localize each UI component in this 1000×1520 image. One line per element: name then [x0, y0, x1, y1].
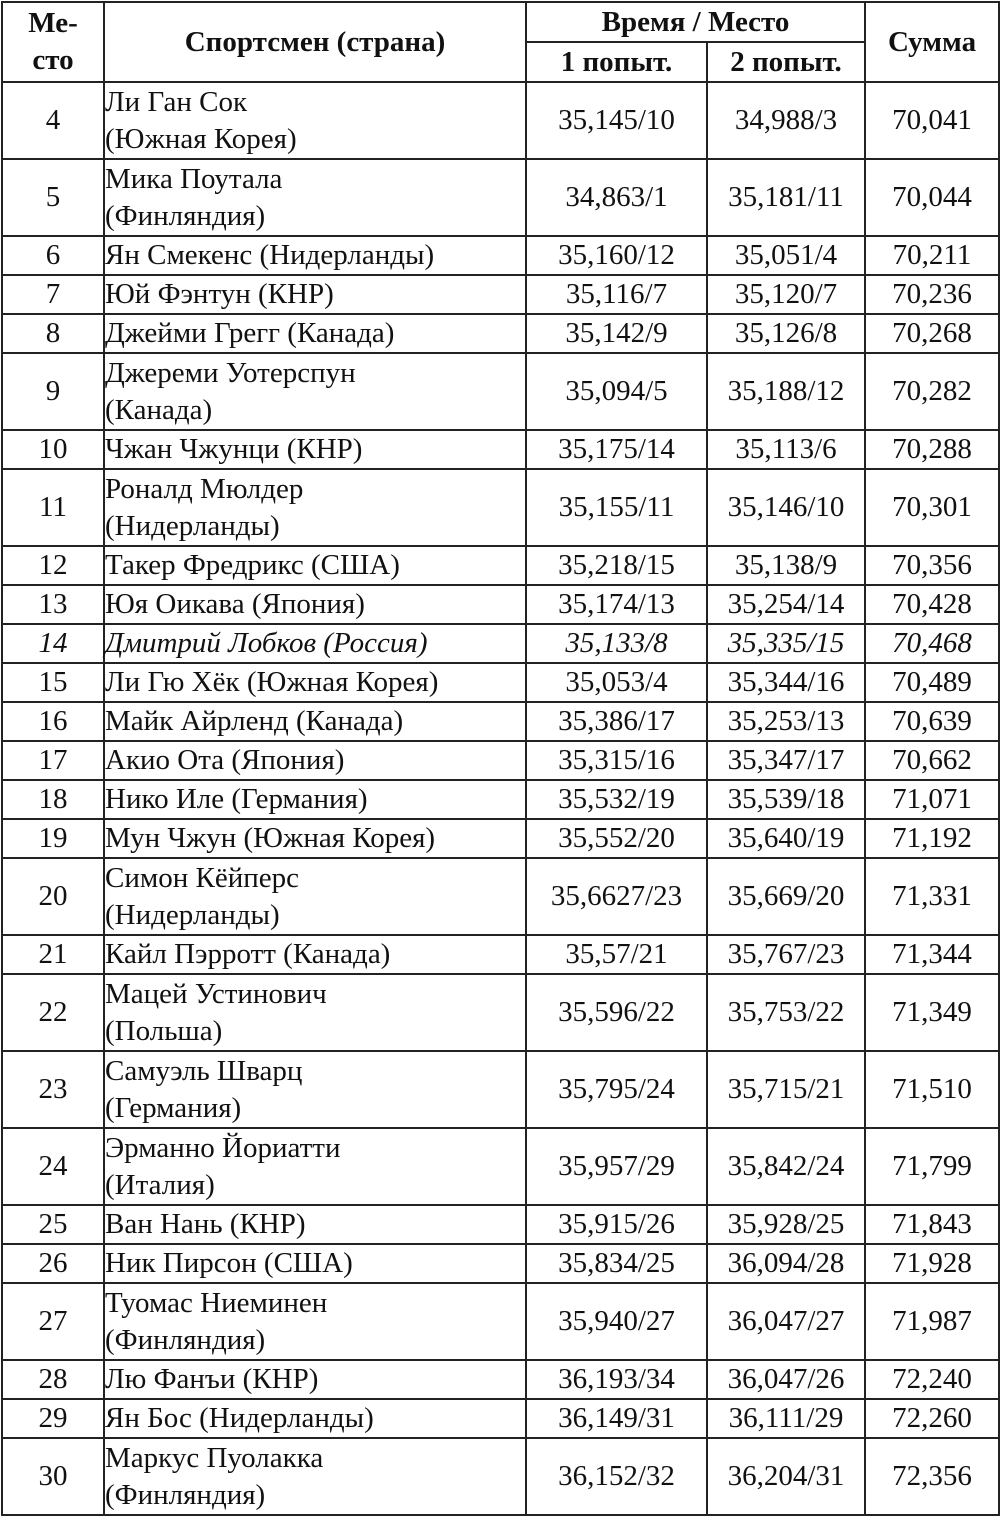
table-row — [2, 858, 999, 935]
cell-sum: 70,211 — [865, 236, 999, 275]
athlete-name-line: Ли Гю Хёк (Южная Корея) — [105, 666, 439, 698]
athlete-name-line: Юя Оикава (Япония) — [105, 588, 365, 620]
athlete-name-line: (Канада) — [105, 393, 213, 426]
cell-athlete — [104, 314, 526, 353]
table-row — [2, 1438, 999, 1515]
cell-sum: 71,349 — [865, 974, 999, 1051]
cell-athlete — [104, 974, 526, 1051]
cell-attempt-1: 35,155/11 — [526, 469, 707, 546]
cell-sum: 72,260 — [865, 1399, 999, 1438]
cell-attempt-1: 35,160/12 — [526, 236, 707, 275]
cell-sum: 72,356 — [865, 1438, 999, 1515]
cell-athlete — [104, 702, 526, 741]
cell-attempt-1: 35,552/20 — [526, 819, 707, 858]
cell-attempt-2: 35,715/21 — [707, 1051, 865, 1128]
cell-athlete — [104, 469, 526, 546]
table-row — [2, 1205, 999, 1244]
table-row — [2, 780, 999, 819]
cell-attempt-1: 35,795/24 — [526, 1051, 707, 1128]
cell-athlete — [104, 819, 526, 858]
cell-sum: 71,071 — [865, 780, 999, 819]
cell-sum: 70,489 — [865, 663, 999, 702]
athlete-name-line: Туомас Ниеминен — [105, 1286, 328, 1319]
table-body — [2, 82, 999, 1515]
cell-sum: 70,288 — [865, 430, 999, 469]
cell-athlete — [104, 858, 526, 935]
athlete-name-line: Джейми Грегг (Канада) — [105, 317, 395, 349]
cell-athlete — [104, 275, 526, 314]
cell-attempt-1: 35,142/9 — [526, 314, 707, 353]
cell-attempt-1: 35,175/14 — [526, 430, 707, 469]
cell-attempt-2: 35,120/7 — [707, 275, 865, 314]
cell-athlete — [104, 1399, 526, 1438]
header-place-line-2: сто — [32, 44, 74, 76]
cell-sum: 71,928 — [865, 1244, 999, 1283]
cell-attempt-1: 35,532/19 — [526, 780, 707, 819]
table-row — [2, 1051, 999, 1128]
athlete-name-line: (Нидерланды) — [105, 509, 280, 542]
cell-athlete — [104, 1360, 526, 1399]
cell-attempt-2: 36,047/26 — [707, 1360, 865, 1399]
cell-attempt-2: 36,047/27 — [707, 1283, 865, 1360]
cell-sum: 71,344 — [865, 935, 999, 974]
cell-attempt-1: 35,57/21 — [526, 935, 707, 974]
cell-attempt-2: 35,146/10 — [707, 469, 865, 546]
cell-place: 24 — [2, 1128, 104, 1205]
cell-place: 28 — [2, 1360, 104, 1399]
cell-sum: 70,268 — [865, 314, 999, 353]
cell-athlete — [104, 624, 526, 663]
cell-attempt-1: 35,957/29 — [526, 1128, 707, 1205]
cell-place: 26 — [2, 1244, 104, 1283]
athlete-name-line: Маркус Пуолакка — [105, 1441, 324, 1474]
cell-attempt-2: 35,126/8 — [707, 314, 865, 353]
athlete-name-line: Мун Чжун (Южная Корея) — [105, 822, 436, 854]
athlete-name-line: Нико Иле (Германия) — [105, 783, 368, 815]
cell-attempt-1: 36,149/31 — [526, 1399, 707, 1438]
cell-sum: 70,282 — [865, 353, 999, 430]
cell-attempt-1: 35,386/17 — [526, 702, 707, 741]
table-row — [2, 430, 999, 469]
table-row — [2, 974, 999, 1051]
cell-attempt-2: 35,344/16 — [707, 663, 865, 702]
cell-attempt-1: 35,218/15 — [526, 546, 707, 585]
cell-attempt-1: 35,145/10 — [526, 82, 707, 159]
cell-attempt-2: 34,988/3 — [707, 82, 865, 159]
cell-attempt-2: 35,051/4 — [707, 236, 865, 275]
cell-attempt-2: 36,111/29 — [707, 1399, 865, 1438]
cell-attempt-2: 35,138/9 — [707, 546, 865, 585]
cell-attempt-2: 35,181/11 — [707, 159, 865, 236]
table-row — [2, 819, 999, 858]
athlete-name-line: (Нидерланды) — [105, 898, 280, 931]
cell-attempt-2: 35,753/22 — [707, 974, 865, 1051]
cell-attempt-1: 35,174/13 — [526, 585, 707, 624]
cell-sum: 71,843 — [865, 1205, 999, 1244]
athlete-name-line: (Финляндия) — [105, 199, 266, 232]
table-row — [2, 82, 999, 159]
cell-sum: 70,662 — [865, 741, 999, 780]
cell-place: 13 — [2, 585, 104, 624]
table-row — [2, 469, 999, 546]
athlete-name-line: Мика Поутала — [105, 162, 283, 195]
table-row — [2, 702, 999, 741]
cell-sum: 71,987 — [865, 1283, 999, 1360]
cell-attempt-2: 35,188/12 — [707, 353, 865, 430]
cell-place: 14 — [2, 624, 104, 663]
cell-attempt-2: 35,113/6 — [707, 430, 865, 469]
cell-place: 27 — [2, 1283, 104, 1360]
cell-place: 17 — [2, 741, 104, 780]
athlete-name-line: (Финляндия) — [105, 1323, 266, 1356]
cell-attempt-1: 35,133/8 — [526, 624, 707, 663]
cell-sum: 70,301 — [865, 469, 999, 546]
cell-place: 4 — [2, 82, 104, 159]
cell-sum: 70,236 — [865, 275, 999, 314]
table-row — [2, 624, 999, 663]
cell-attempt-1: 35,053/4 — [526, 663, 707, 702]
cell-athlete — [104, 1051, 526, 1128]
cell-place: 11 — [2, 469, 104, 546]
athlete-name-line: Эрманно Йориатти — [105, 1131, 341, 1164]
cell-attempt-2: 35,767/23 — [707, 935, 865, 974]
cell-attempt-2: 36,204/31 — [707, 1438, 865, 1515]
cell-attempt-2: 35,669/20 — [707, 858, 865, 935]
table-row — [2, 741, 999, 780]
athlete-name-line: Ван Нань (КНР) — [105, 1208, 306, 1240]
athlete-name-line: (Южная Корея) — [105, 122, 297, 155]
athlete-name-line: Джереми Уотерспун — [105, 356, 356, 389]
athlete-name-line: (Германия) — [105, 1091, 242, 1124]
cell-place: 10 — [2, 430, 104, 469]
cell-attempt-1: 35,940/27 — [526, 1283, 707, 1360]
cell-athlete — [104, 663, 526, 702]
athlete-name-line: Роналд Мюлдер — [105, 472, 304, 505]
cell-sum: 72,240 — [865, 1360, 999, 1399]
athlete-name-line: Такер Фредрикс (США) — [105, 549, 400, 581]
cell-place: 18 — [2, 780, 104, 819]
cell-attempt-1: 35,834/25 — [526, 1244, 707, 1283]
cell-sum: 70,639 — [865, 702, 999, 741]
athlete-name-line: (Польша) — [105, 1014, 223, 1047]
cell-place: 7 — [2, 275, 104, 314]
cell-attempt-2: 35,254/14 — [707, 585, 865, 624]
athlete-name-line: Кайл Пэрротт (Канада) — [105, 938, 391, 970]
cell-attempt-1: 35,915/26 — [526, 1205, 707, 1244]
header-place — [2, 2, 104, 82]
athlete-name-line: Ник Пирсон (США) — [105, 1247, 353, 1279]
athlete-name-line: Майк Айрленд (Канада) — [105, 705, 404, 737]
cell-attempt-1: 35,094/5 — [526, 353, 707, 430]
table-row — [2, 275, 999, 314]
cell-sum: 71,192 — [865, 819, 999, 858]
header-place-line-1: Ме- — [28, 7, 78, 39]
cell-sum: 71,331 — [865, 858, 999, 935]
athlete-name-line: Дмитрий Лобков (Россия) — [105, 627, 428, 659]
table-row — [2, 1399, 999, 1438]
cell-place: 19 — [2, 819, 104, 858]
cell-sum: 70,428 — [865, 585, 999, 624]
table-row — [2, 1244, 999, 1283]
table-row — [2, 1360, 999, 1399]
header-attempt-1: 1 попыт. — [526, 42, 707, 82]
cell-place: 21 — [2, 935, 104, 974]
athlete-name-line: Юй Фэнтун (КНР) — [105, 278, 334, 310]
cell-athlete — [104, 1205, 526, 1244]
cell-athlete — [104, 741, 526, 780]
cell-athlete — [104, 159, 526, 236]
athlete-name-line: Ян Смекенс (Нидерланды) — [105, 239, 435, 271]
cell-attempt-1: 35,6627/23 — [526, 858, 707, 935]
cell-athlete — [104, 236, 526, 275]
table-row — [2, 546, 999, 585]
results-table — [1, 1, 1000, 1516]
athlete-name-line: Симон Кёйперс — [105, 861, 299, 894]
table-row — [2, 1128, 999, 1205]
cell-athlete — [104, 430, 526, 469]
cell-place: 15 — [2, 663, 104, 702]
athlete-name-line: Ян Бос (Нидерланды) — [105, 1402, 374, 1434]
athlete-name-line: (Италия) — [105, 1168, 215, 1201]
cell-sum: 70,044 — [865, 159, 999, 236]
cell-sum: 70,468 — [865, 624, 999, 663]
cell-place: 8 — [2, 314, 104, 353]
cell-sum: 71,799 — [865, 1128, 999, 1205]
cell-attempt-1: 36,152/32 — [526, 1438, 707, 1515]
cell-sum: 70,041 — [865, 82, 999, 159]
cell-athlete — [104, 1438, 526, 1515]
cell-athlete — [104, 1283, 526, 1360]
header-sum: Сумма — [865, 2, 999, 82]
cell-place: 22 — [2, 974, 104, 1051]
cell-athlete — [104, 1244, 526, 1283]
cell-athlete — [104, 585, 526, 624]
header-attempt-2: 2 попыт. — [707, 42, 865, 82]
cell-attempt-2: 35,347/17 — [707, 741, 865, 780]
athlete-name-line: Акио Ота (Япония) — [105, 744, 345, 776]
cell-attempt-2: 35,842/24 — [707, 1128, 865, 1205]
table-row — [2, 663, 999, 702]
cell-attempt-2: 35,928/25 — [707, 1205, 865, 1244]
cell-place: 6 — [2, 236, 104, 275]
cell-attempt-1: 35,315/16 — [526, 741, 707, 780]
cell-athlete — [104, 546, 526, 585]
table-header — [2, 2, 999, 82]
cell-attempt-1: 34,863/1 — [526, 159, 707, 236]
cell-place: 20 — [2, 858, 104, 935]
cell-athlete — [104, 1128, 526, 1205]
athlete-name-line: Лю Фанъи (КНР) — [105, 1363, 319, 1395]
athlete-name-line: Мацей Устинович — [105, 977, 327, 1010]
cell-place: 30 — [2, 1438, 104, 1515]
cell-sum: 71,510 — [865, 1051, 999, 1128]
cell-attempt-2: 36,094/28 — [707, 1244, 865, 1283]
cell-place: 5 — [2, 159, 104, 236]
cell-place: 25 — [2, 1205, 104, 1244]
table-row — [2, 236, 999, 275]
cell-place: 23 — [2, 1051, 104, 1128]
cell-attempt-1: 36,193/34 — [526, 1360, 707, 1399]
athlete-name-line: (Финляндия) — [105, 1478, 266, 1511]
cell-attempt-2: 35,640/19 — [707, 819, 865, 858]
table-row — [2, 585, 999, 624]
cell-place: 9 — [2, 353, 104, 430]
table-row — [2, 159, 999, 236]
cell-attempt-1: 35,116/7 — [526, 275, 707, 314]
header-athlete: Спортсмен (страна) — [104, 2, 526, 82]
table-row — [2, 935, 999, 974]
athlete-name-line: Самуэль Шварц — [105, 1054, 303, 1087]
athlete-name-line: Ли Ган Сок — [105, 85, 248, 118]
cell-sum: 70,356 — [865, 546, 999, 585]
cell-attempt-1: 35,596/22 — [526, 974, 707, 1051]
cell-attempt-2: 35,253/13 — [707, 702, 865, 741]
cell-place: 16 — [2, 702, 104, 741]
header-time-place: Время / Место — [526, 2, 865, 42]
cell-attempt-2: 35,539/18 — [707, 780, 865, 819]
cell-athlete — [104, 780, 526, 819]
table-row — [2, 314, 999, 353]
cell-place: 12 — [2, 546, 104, 585]
cell-athlete — [104, 82, 526, 159]
cell-attempt-2: 35,335/15 — [707, 624, 865, 663]
cell-place: 29 — [2, 1399, 104, 1438]
cell-athlete — [104, 935, 526, 974]
table-row — [2, 353, 999, 430]
cell-athlete — [104, 353, 526, 430]
athlete-name-line: Чжан Чжунци (КНР) — [105, 433, 363, 465]
table-row — [2, 1283, 999, 1360]
